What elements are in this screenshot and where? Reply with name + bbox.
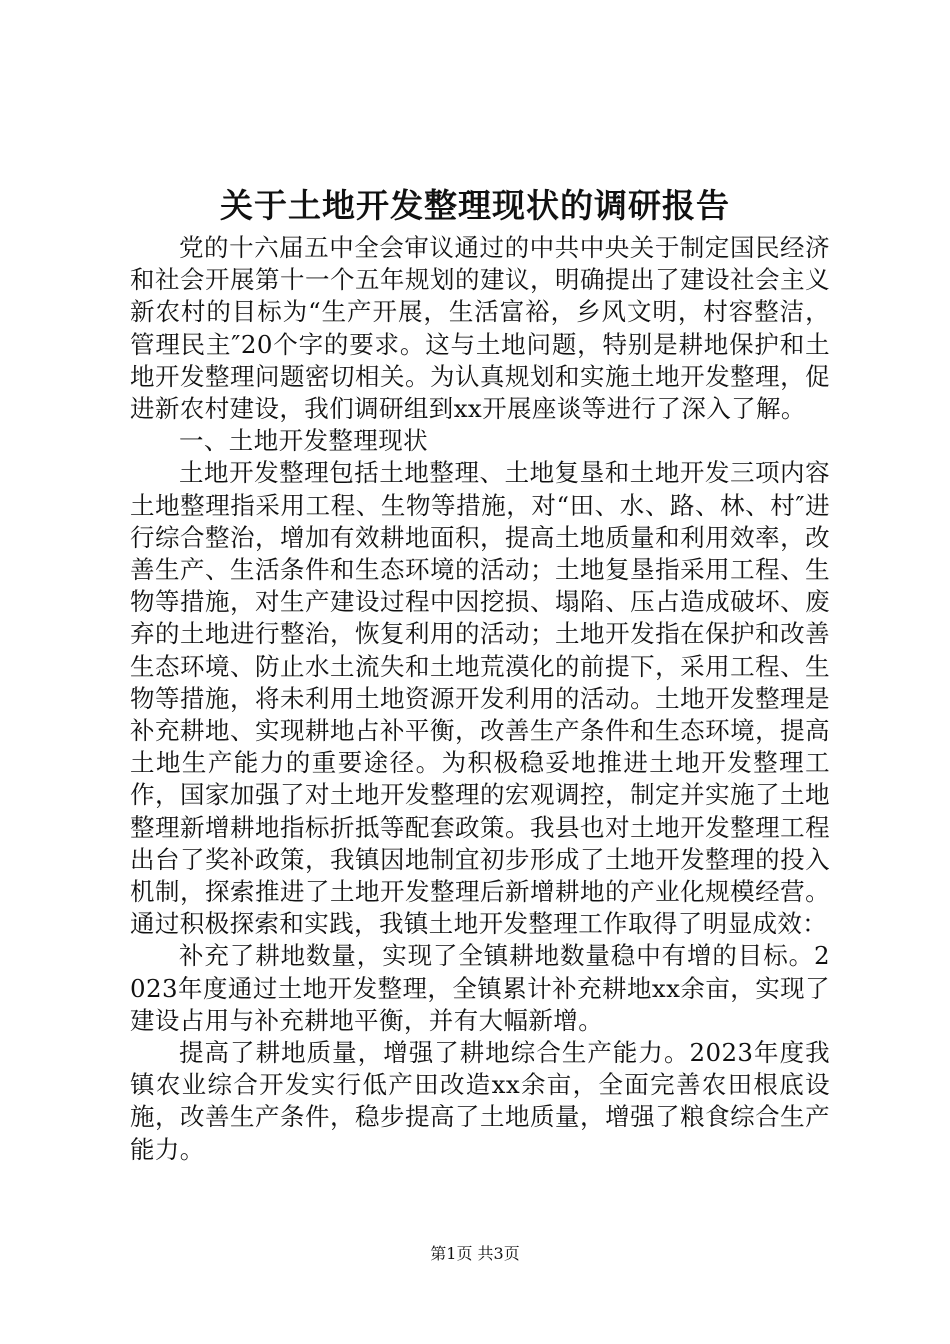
- paragraph-definition: 土地开发整理包括土地整理、土地复垦和土地开发三项内容土地整理指采用工程、生物等措施，对“田、水、路、林、村″进行综合整治，增加有效耕地面积，提高土地质量和利用效率，改善生产、生活条件和生态环境的活动；土地复垦指采用工程、生物等措施，对生产建设过程中因挖损、塌陷、压占造成破坏、废弃的土地进行整治，恢复利用的活动；土地开发指在保护和改善生态环境、防止水土流失和土地荒漠化的前提下，采用工程、生物等措施，将未利用土地资源开发利用的活动。土地开发整理是补充耕地、实现耕地占补平衡，改善生产条件和生态环境，提高土地生产能力的重要途径。为积极稳妥地推进土地开发整理工作，国家加强了对土地开发整理的宏观调控，制定并实施了土地整理新增耕地指标折抵等配套政策。我县也对土地开发整理工程出台了奖补政策，我镇因地制宜初步形成了土地开发整理的投入机制，探索推进了土地开发整理后新增耕地的产业化规模经营。通过积极探索和实践，我镇土地开发整理工作取得了明显成效：: [130, 458, 830, 939]
- paragraph-intro: 党的十六届五中全会审议通过的中共中央关于制定国民经济和社会开展第十一个五年规划的建议，明确提出了建设社会主义新农村的目标为“生产开展，生活富裕，乡风文明，村容整洁，管理民主″20个字的要求。这与土地问题，特别是耕地保护和土地开发整理问题密切相关。为认真规划和实施土地开发整理，促进新农村建设，我们调研组到xx开展座谈等进行了深入了解。: [130, 233, 830, 424]
- paragraph-quantity: 补充了耕地数量，实现了全镇耕地数量稳中有增的目标。2023年度通过土地开发整理，全镇累计补充耕地xx余亩，实现了建设占用与补充耕地平衡，并有大幅新增。: [130, 941, 830, 1035]
- paragraph-quality: 提高了耕地质量，增强了耕地综合生产能力。2023年度我镇农业综合开发实行低产田改造xx余亩，全面完善农田根底设施，改善生产条件，稳步提高了土地质量，增强了粮食综合生产能力。: [130, 1038, 830, 1164]
- section-heading: 一、土地开发整理现状: [179, 426, 428, 456]
- document-body: [130, 232, 830, 1166]
- document-title: 关于土地开发整理现状的调研报告: [220, 186, 730, 225]
- page-number: 第1页 共3页: [430, 1244, 520, 1263]
